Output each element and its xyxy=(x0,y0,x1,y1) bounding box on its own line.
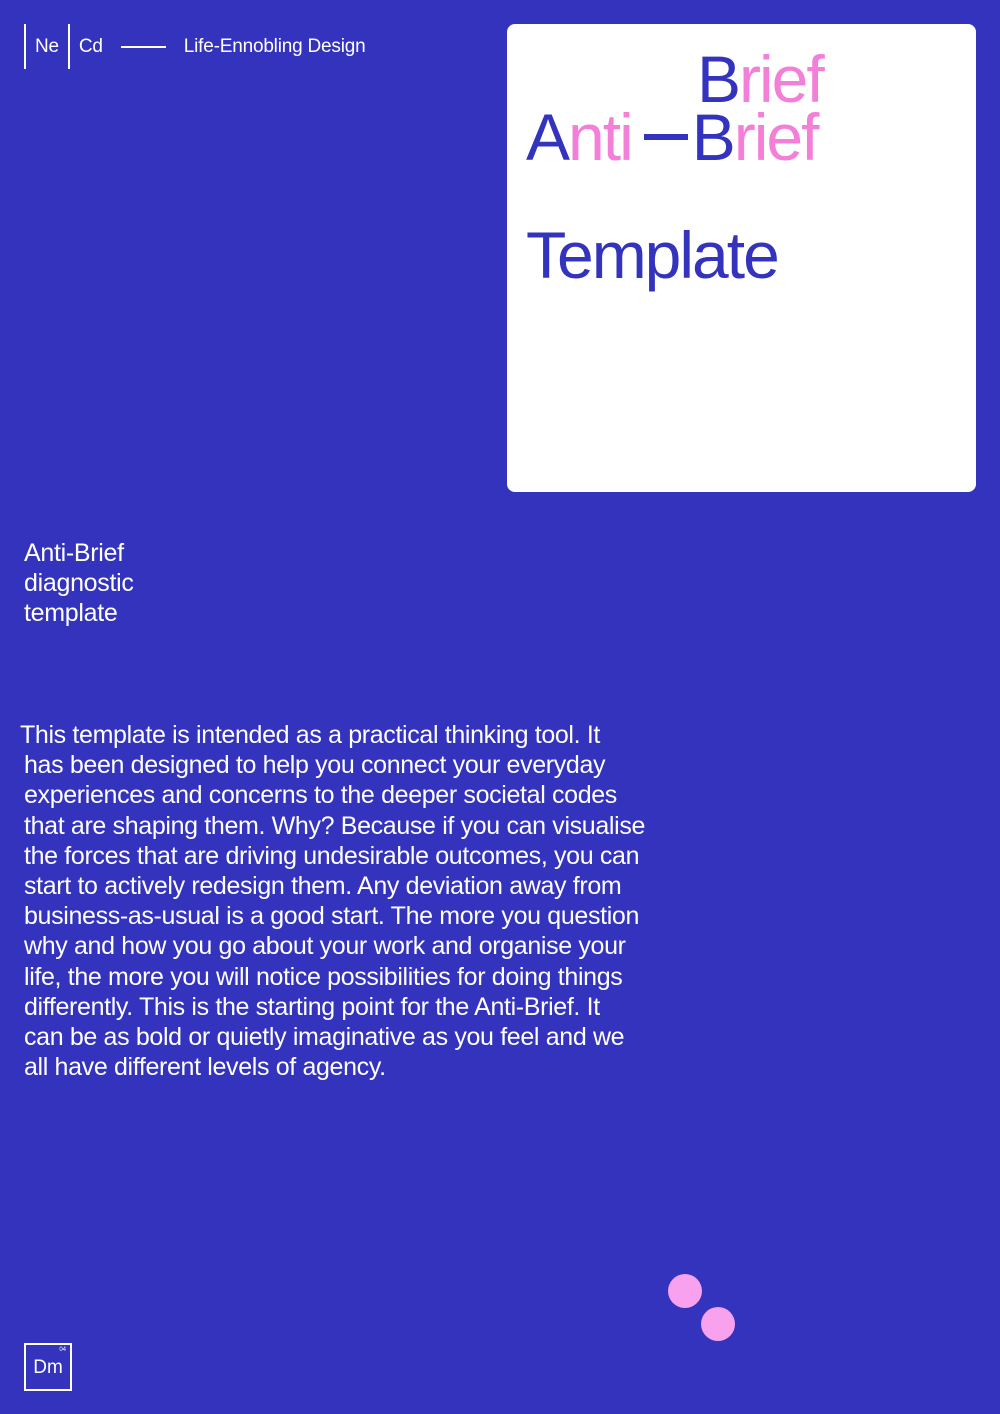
title-dash xyxy=(644,134,688,140)
title-rest: nti xyxy=(568,100,632,174)
title-line-anti-brief xyxy=(526,100,818,174)
paragraph-line: all have different levels of agency. xyxy=(24,1053,386,1082)
header-tagline: Life-Ennobling Design xyxy=(183,35,366,57)
subtitle-line: Anti-Brief xyxy=(24,539,124,567)
paragraph-line: why and how you go about your work and organise your xyxy=(24,932,626,961)
element-code-cd: Cd xyxy=(78,35,103,57)
decorative-dot xyxy=(668,1274,702,1308)
title-template: Template xyxy=(526,218,778,292)
subtitle xyxy=(24,538,134,628)
element-code-ne: Ne xyxy=(35,35,59,57)
element-symbol: Dm xyxy=(33,1357,63,1378)
title-rest: rief xyxy=(733,100,818,174)
dash-line xyxy=(121,46,166,48)
header xyxy=(24,24,365,69)
subtitle-line: diagnostic xyxy=(24,569,134,597)
paragraph-line: life, the more you will notice possibilities for doing things xyxy=(24,962,623,991)
subtitle-line: template xyxy=(24,599,118,627)
paragraph-line: that are shaping them. Why? Because if you can visualise xyxy=(24,811,646,840)
intro-paragraph xyxy=(20,720,740,1082)
paragraph-line: has been designed to help you connect your everyday xyxy=(24,751,606,780)
title-initial: B xyxy=(691,100,734,174)
title-rest: rief xyxy=(739,42,823,116)
paragraph-line: This template is intended as a practical thinking tool. It xyxy=(20,721,601,749)
paragraph-line: can be as bold or quietly imaginative as you feel and we xyxy=(24,1023,625,1052)
title-initial: B xyxy=(697,42,740,116)
decorative-dot xyxy=(701,1307,735,1341)
title-initial: A xyxy=(526,100,569,174)
paragraph-line: start to actively redesign them. Any deviation away from xyxy=(24,872,622,901)
paragraph-line: differently. This is the starting point for the Anti-Brief. It xyxy=(24,992,600,1021)
element-badge xyxy=(24,1343,72,1391)
title-card xyxy=(507,24,976,492)
element-number: 04 xyxy=(59,1347,66,1353)
paragraph-line: the forces that are driving undesirable outcomes, you can xyxy=(24,841,640,870)
paragraph-line: business-as-usual is a good start. The more you question xyxy=(24,902,640,931)
paragraph-line: experiences and concerns to the deeper societal codes xyxy=(24,781,617,810)
